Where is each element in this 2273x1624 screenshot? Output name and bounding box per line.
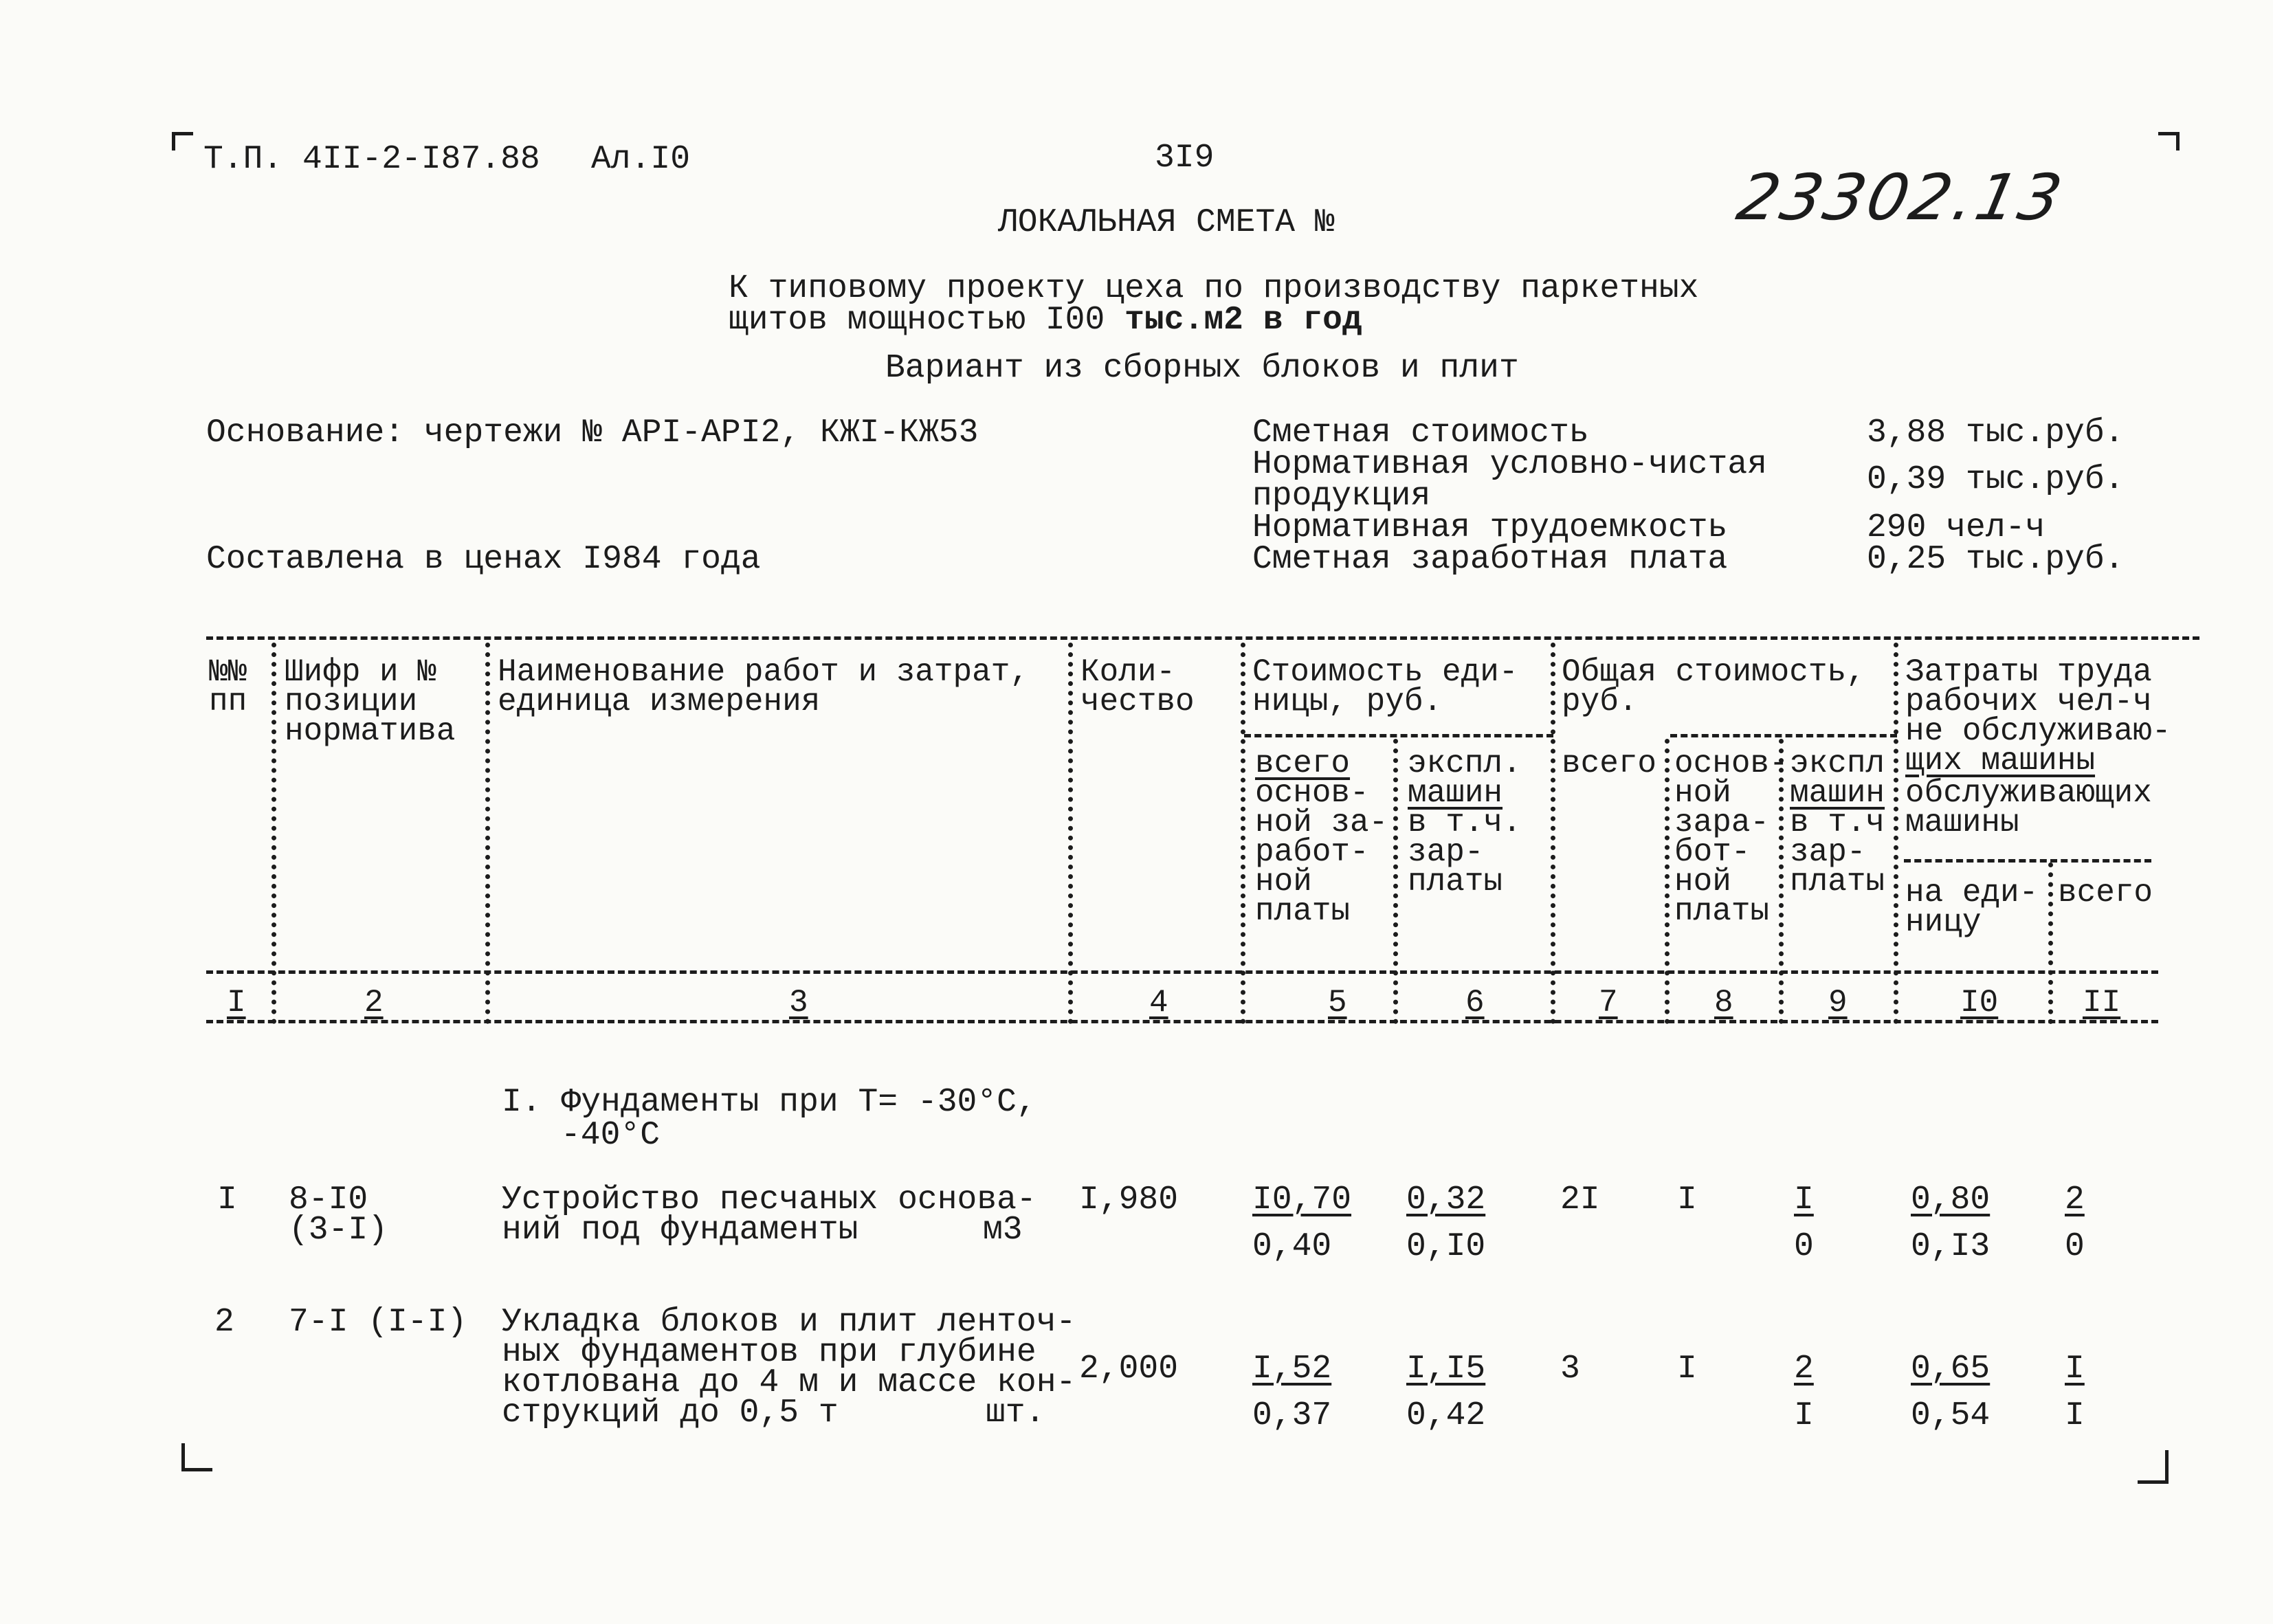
row2-c10-top: 0,65: [1911, 1350, 1991, 1388]
header-col3-a: Наименование работ и затрат,: [498, 654, 1029, 690]
album-number: Ал.I0: [591, 141, 691, 178]
header-col6-a: экспл.: [1408, 746, 1522, 781]
colnum-5: 5: [1328, 985, 1347, 1021]
section-title: I. Фундаменты при Т= -30°С,: [502, 1084, 1036, 1121]
row1-c5-bottom: 0,40: [1252, 1228, 1332, 1265]
column-numbers-rule: [206, 1020, 2158, 1023]
labor-sub-rule: [1904, 859, 2151, 863]
summary-label-2b: продукция: [1252, 478, 1431, 515]
header-col6-d: зар-: [1408, 834, 1484, 870]
summary-value-4: 0,25 тыс.руб.: [1867, 541, 2125, 578]
row2-c5-bottom: 0,37: [1252, 1397, 1332, 1434]
header-col6-c: в т.ч.: [1408, 805, 1522, 841]
row2-c10-bottom: 0,54: [1911, 1397, 1991, 1434]
subtitle-line-1: К типовому проекту цеха по производству паркетных: [729, 270, 1699, 307]
row2-c11-bottom: I: [2065, 1397, 2085, 1434]
subtitle-line-2: щитов мощностью I00 тыс.м2 в год: [729, 302, 1362, 339]
prices-text: Составлена в ценах I984 года: [206, 541, 761, 578]
row1-c6-bottom: 0,I0: [1406, 1228, 1486, 1265]
header-unit-cost-a: Стоимость еди-: [1252, 654, 1518, 690]
header-col8-a: основ-: [1674, 746, 1788, 781]
col-divider-10: [2048, 863, 2053, 1024]
header-col7: всего: [1562, 746, 1657, 781]
row2-name-b: ных фундаментов при глубине: [502, 1334, 1036, 1371]
summary-label-2: Нормативная условно-чистая: [1252, 446, 1767, 483]
header-col10-a: на еди-: [1905, 875, 2039, 911]
header-col1-a: №№: [209, 654, 247, 690]
summary-label-1: Сметная стоимость: [1252, 414, 1589, 452]
colnum-11: II: [2083, 985, 2121, 1021]
header-unit-cost-b: ницы, руб.: [1252, 684, 1443, 720]
row1-name-a: Устройство песчаных основа-: [502, 1181, 1036, 1219]
corner-mark-bottom-left: [181, 1443, 212, 1471]
unit-cost-sub-rule: [1244, 734, 1553, 737]
header-col11: всего: [2058, 875, 2153, 911]
row2-num: 2: [214, 1304, 234, 1341]
col-divider-9: [1894, 643, 1898, 1024]
corner-mark-top-left: [172, 132, 193, 151]
header-col4-a: Коли-: [1080, 654, 1176, 690]
handwritten-number: 23302.13: [1731, 161, 2071, 234]
basis-text: Основание: чертежи № АРI-АРI2, КЖI-КЖ53: [206, 414, 979, 452]
colnum-1: I: [227, 985, 246, 1021]
header-col2-a: Шифр и №: [285, 654, 436, 690]
header-col6-e: платы: [1408, 864, 1503, 900]
header-col8-b: ной: [1674, 775, 1731, 811]
col-divider-5: [1393, 739, 1398, 1024]
header-col5-d: работ-: [1255, 834, 1369, 870]
header-col5-b: основ-: [1255, 775, 1369, 811]
header-col2-b: позиции: [285, 684, 418, 720]
page-number: 3I9: [1155, 140, 1215, 177]
header-col5-c: ной за-: [1255, 805, 1388, 841]
colnum-3: 3: [789, 985, 808, 1021]
summary-label-4: Сметная заработная плата: [1252, 541, 1728, 578]
header-labor-d: щих машины: [1905, 743, 2096, 779]
corner-mark-bottom-right: [2138, 1450, 2169, 1484]
row2-name-d: струкций до 0,5 т: [502, 1394, 839, 1432]
row2-c6-bottom: 0,42: [1406, 1397, 1486, 1434]
colnum-6: 6: [1465, 985, 1485, 1021]
row2-c5-top: I,52: [1252, 1350, 1332, 1388]
row2-c11-top: I: [2065, 1350, 2085, 1388]
header-col10-b: ницу: [1905, 904, 1982, 940]
header-col8-e: ной: [1674, 864, 1731, 900]
row1-unit: м3: [983, 1212, 1023, 1249]
header-col2-c: норматива: [285, 713, 456, 749]
document-title: ЛОКАЛЬНАЯ СМЕТА №: [998, 204, 1335, 241]
row1-c9-bottom: 0: [1794, 1228, 1814, 1265]
header-labor-c: не обслуживаю-: [1905, 713, 2171, 749]
row1-c10-top: 0,80: [1911, 1181, 1991, 1219]
header-col1-b: пп: [209, 684, 247, 720]
row2-unit: шт.: [986, 1394, 1045, 1432]
header-labor-f: машины: [1905, 805, 2019, 841]
header-total-cost-b: руб.: [1562, 684, 1638, 720]
col-divider-2: [485, 643, 490, 1024]
summary-value-2: 0,39 тыс.руб.: [1867, 461, 2125, 498]
row2-c6-top: I,I5: [1406, 1350, 1486, 1388]
total-cost-sub-rule: [1670, 734, 1897, 737]
corner-mark-top-right: [2158, 132, 2180, 151]
col-divider-7: [1665, 739, 1670, 1024]
table-top-rule: [206, 636, 2199, 640]
col-divider-3: [1068, 643, 1073, 1024]
row2-code: 7-I (I-I): [289, 1304, 467, 1341]
section-title-cont: -40°С: [561, 1117, 661, 1154]
row1-c7: 2I: [1560, 1181, 1600, 1219]
row1-c11-bottom: 0: [2065, 1228, 2085, 1265]
header-col8-f: платы: [1674, 893, 1770, 929]
row1-c5-top: I0,70: [1252, 1181, 1352, 1219]
row1-name-b: ний под фундаменты: [502, 1212, 858, 1249]
variant-line: Вариант из сборных блоков и плит: [885, 350, 1519, 387]
header-labor-b: рабочих чел-ч: [1905, 684, 2152, 720]
header-col5-a: всего: [1255, 746, 1351, 781]
row1-c11-top: 2: [2065, 1181, 2085, 1219]
colnum-2: 2: [364, 985, 384, 1021]
colnum-10: I0: [1960, 985, 1999, 1021]
row1-c10-bottom: 0,I3: [1911, 1228, 1991, 1265]
header-col4-b: чество: [1080, 684, 1195, 720]
header-col5-f: платы: [1255, 893, 1351, 929]
row2-name-a: Укладка блоков и плит ленточ-: [502, 1304, 1076, 1341]
header-col5-e: ной: [1255, 864, 1312, 900]
row2-c7: 3: [1560, 1350, 1580, 1388]
colnum-8: 8: [1714, 985, 1733, 1021]
col-divider-6: [1551, 643, 1555, 1024]
summary-value-1: 3,88 тыс.руб.: [1867, 414, 2125, 452]
header-col9-d: зар-: [1790, 834, 1866, 870]
header-col9-e: платы: [1790, 864, 1885, 900]
header-col9-b: машин: [1790, 775, 1885, 811]
colnum-4: 4: [1149, 985, 1168, 1021]
summary-value-3: 290 чел-ч: [1867, 509, 2045, 546]
colnum-7: 7: [1599, 985, 1618, 1021]
summary-label-3: Нормативная трудоемкость: [1252, 509, 1728, 546]
row1-c8: I: [1677, 1181, 1697, 1219]
row2-c9-bottom: I: [1794, 1397, 1814, 1434]
header-col8-c: зара-: [1674, 805, 1770, 841]
row2-name-c: котлована до 4 м и массе кон-: [502, 1364, 1076, 1401]
header-col9-a: экспл: [1790, 746, 1885, 781]
col-divider-8: [1779, 739, 1784, 1024]
header-labor-e: обслуживающих: [1905, 775, 2152, 811]
row1-code-b: (3-I): [289, 1212, 388, 1249]
row2-qty: 2,000: [1079, 1350, 1179, 1388]
header-col3-b: единица измерения: [498, 684, 821, 720]
col-divider-1: [271, 643, 276, 1024]
colnum-9: 9: [1828, 985, 1848, 1021]
row1-qty: I,980: [1079, 1181, 1179, 1219]
header-bottom-rule: [206, 970, 2158, 974]
row1-c9-top: I: [1794, 1181, 1814, 1219]
col-divider-4: [1241, 643, 1245, 1024]
header-labor-a: Затраты труда: [1905, 654, 2152, 690]
header-total-cost-a: Общая стоимость,: [1562, 654, 1865, 690]
row1-num: I: [217, 1181, 237, 1219]
header-col8-d: бот-: [1674, 834, 1751, 870]
row1-code-a: 8-I0: [289, 1181, 368, 1219]
row1-c6-top: 0,32: [1406, 1181, 1486, 1219]
project-code: Т.П. 4II-2-I87.88: [203, 141, 540, 178]
header-col9-c: в т.ч: [1790, 805, 1885, 841]
header-col6-b: машин: [1408, 775, 1503, 811]
row2-c8: I: [1677, 1350, 1697, 1388]
row2-c9-top: 2: [1794, 1350, 1814, 1388]
